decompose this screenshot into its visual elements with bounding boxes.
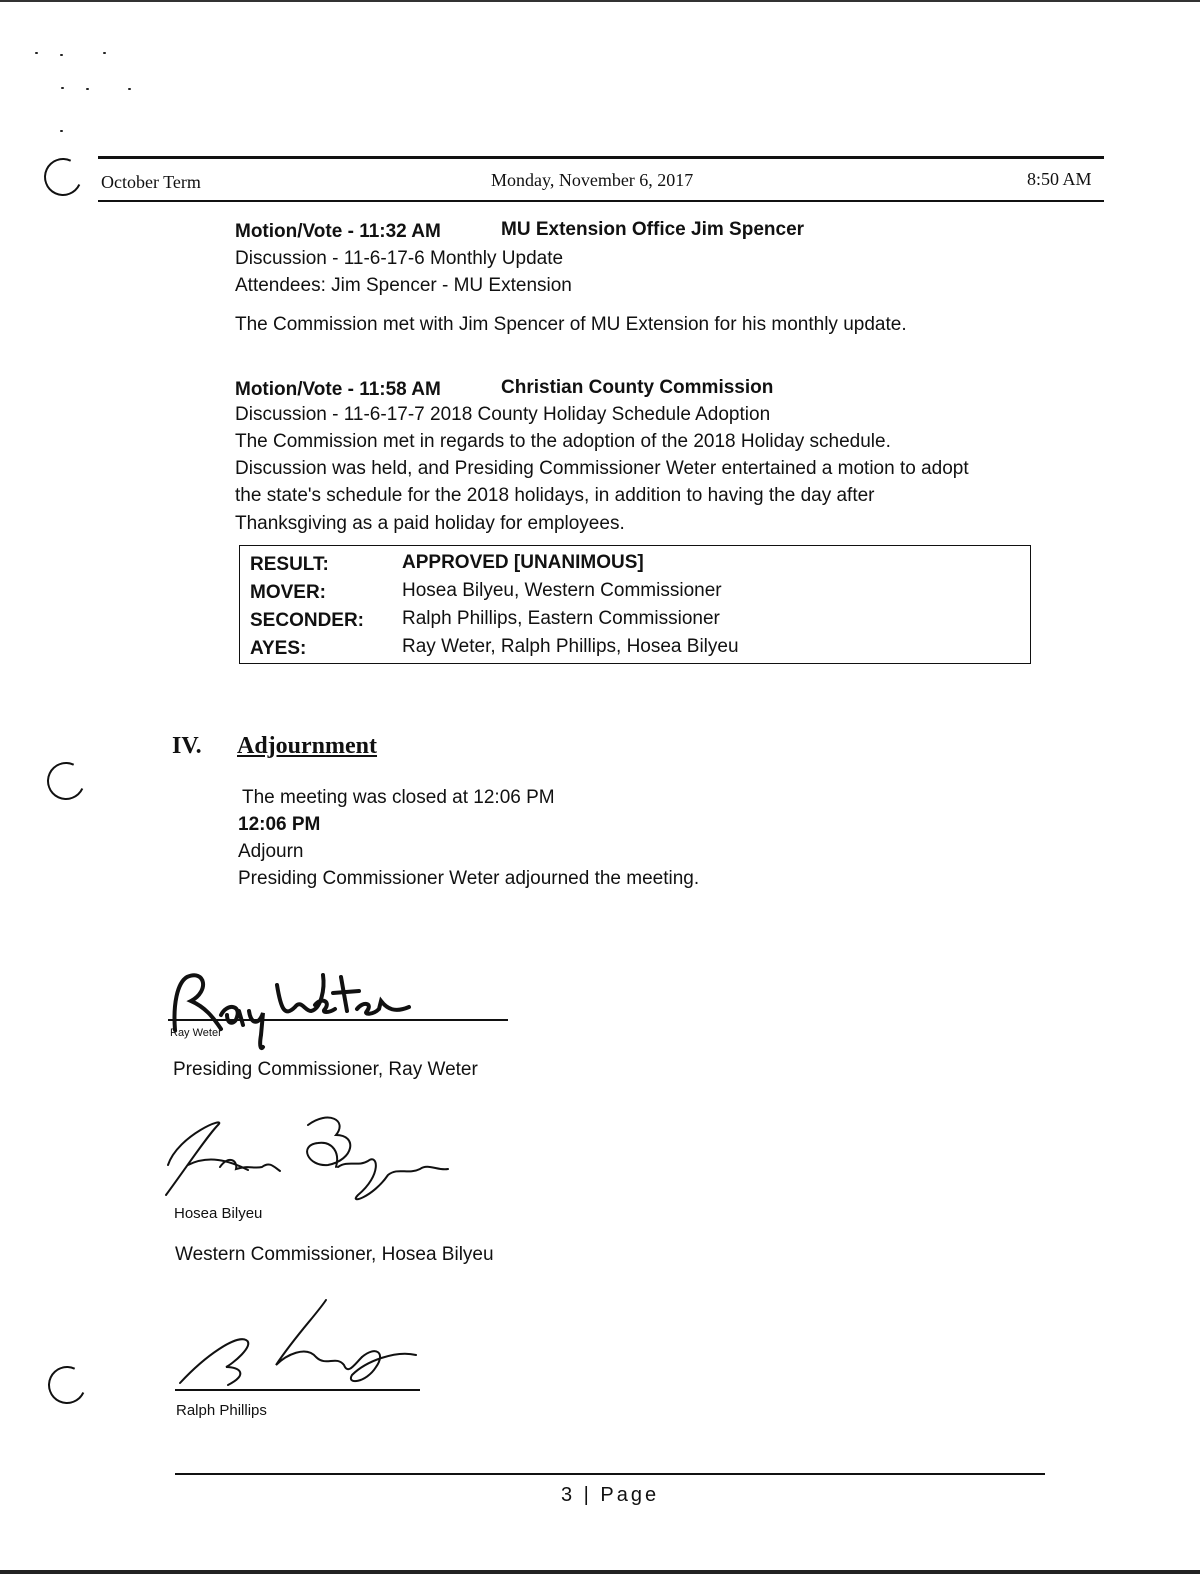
mover-value: Hosea Bilyeu, Western Commissioner [402, 580, 722, 601]
discussion-line: Discussion - 11-6-17-6 Monthly Update [235, 248, 564, 269]
page-top-edge [0, 0, 1200, 2]
item-text-line: The Commission met in regards to the adoption of the 2018 Holiday schedule. [235, 431, 891, 452]
ayes-label: AYES: [250, 638, 307, 659]
seconder-value: Ralph Phillips, Eastern Commissioner [402, 608, 720, 629]
header-rule-top [98, 156, 1104, 159]
discussion-line: Discussion - 11-6-17-7 2018 County Holiday Schedule Adoption [235, 404, 771, 425]
punch-hole [42, 757, 91, 806]
item-text-line: Thanksgiving as a paid holiday for employees. [235, 513, 625, 534]
signature-hosea-bilyeu [158, 1105, 458, 1205]
mover-label: MOVER: [250, 582, 326, 603]
adjourn-time: 12:06 PM [238, 814, 321, 835]
signer-name-small: Ralph Phillips [176, 1402, 267, 1419]
adjourn-note: Presiding Commissioner Weter adjourned the meeting. [238, 868, 700, 889]
ayes-value: Ray Weter, Ralph Phillips, Hosea Bilyeu [402, 636, 739, 657]
page-number: 3 | Page [561, 1484, 660, 1506]
signer-name-small: Hosea Bilyeu [174, 1205, 263, 1222]
scan-speck [35, 52, 38, 54]
motion-subject: Christian County Commission [501, 377, 774, 398]
motion-time: 11:58 AM [359, 379, 441, 400]
result-value: APPROVED [UNANIMOUS] [402, 552, 644, 573]
motion-time: 11:32 AM [359, 221, 441, 242]
meeting-closed-line: The meeting was closed at 12:06 PM [242, 787, 555, 808]
page-bottom-edge [0, 1570, 1200, 1574]
scan-speck [86, 88, 89, 90]
attendees-line: Attendees: Jim Spencer - MU Extension [235, 275, 572, 296]
seconder-label: SECONDER: [250, 610, 365, 631]
signature-ray-weter [165, 955, 455, 1055]
adjourn-action: Adjourn [238, 841, 304, 862]
result-label: RESULT: [250, 554, 329, 575]
signature-line [168, 1019, 508, 1021]
item-text-line: Discussion was held, and Presiding Commissioner Weter entertained a motion to adopt [235, 458, 969, 479]
motion-subject: MU Extension Office Jim Spencer [501, 219, 805, 240]
scan-speck [128, 88, 131, 90]
punch-hole [43, 1361, 92, 1410]
scan-speck [60, 130, 63, 132]
signer-title: Presiding Commissioner, Ray Weter [173, 1059, 478, 1080]
motion-heading [235, 218, 441, 245]
signature-line [175, 1389, 420, 1391]
item-summary: The Commission met with Jim Spencer of MU Extension for his monthly update. [235, 314, 907, 335]
motion-label: Motion/Vote - [235, 221, 360, 242]
scan-speck [60, 54, 63, 56]
section-title: Adjournment [237, 733, 378, 759]
scan-speck [103, 52, 106, 54]
header-date: Monday, November 6, 2017 [491, 170, 694, 190]
signer-title: Western Commissioner, Hosea Bilyeu [175, 1244, 494, 1265]
motion-heading [235, 376, 441, 403]
motion-label: Motion/Vote - [235, 379, 360, 400]
signature-ralph-phillips [176, 1295, 426, 1390]
signer-name-small: Ray Weter [170, 1027, 222, 1039]
footer-rule [175, 1473, 1045, 1475]
header-term: October Term [101, 172, 201, 192]
vote-result-table [239, 545, 1031, 664]
scan-speck [61, 87, 64, 89]
section-number: IV. [172, 733, 202, 759]
item-text-line: the state's schedule for the 2018 holidays, in addition to having the day after [235, 485, 875, 506]
header-time: 8:50 AM [1027, 169, 1092, 189]
punch-hole [39, 153, 88, 202]
header-rule-bottom [98, 200, 1104, 202]
